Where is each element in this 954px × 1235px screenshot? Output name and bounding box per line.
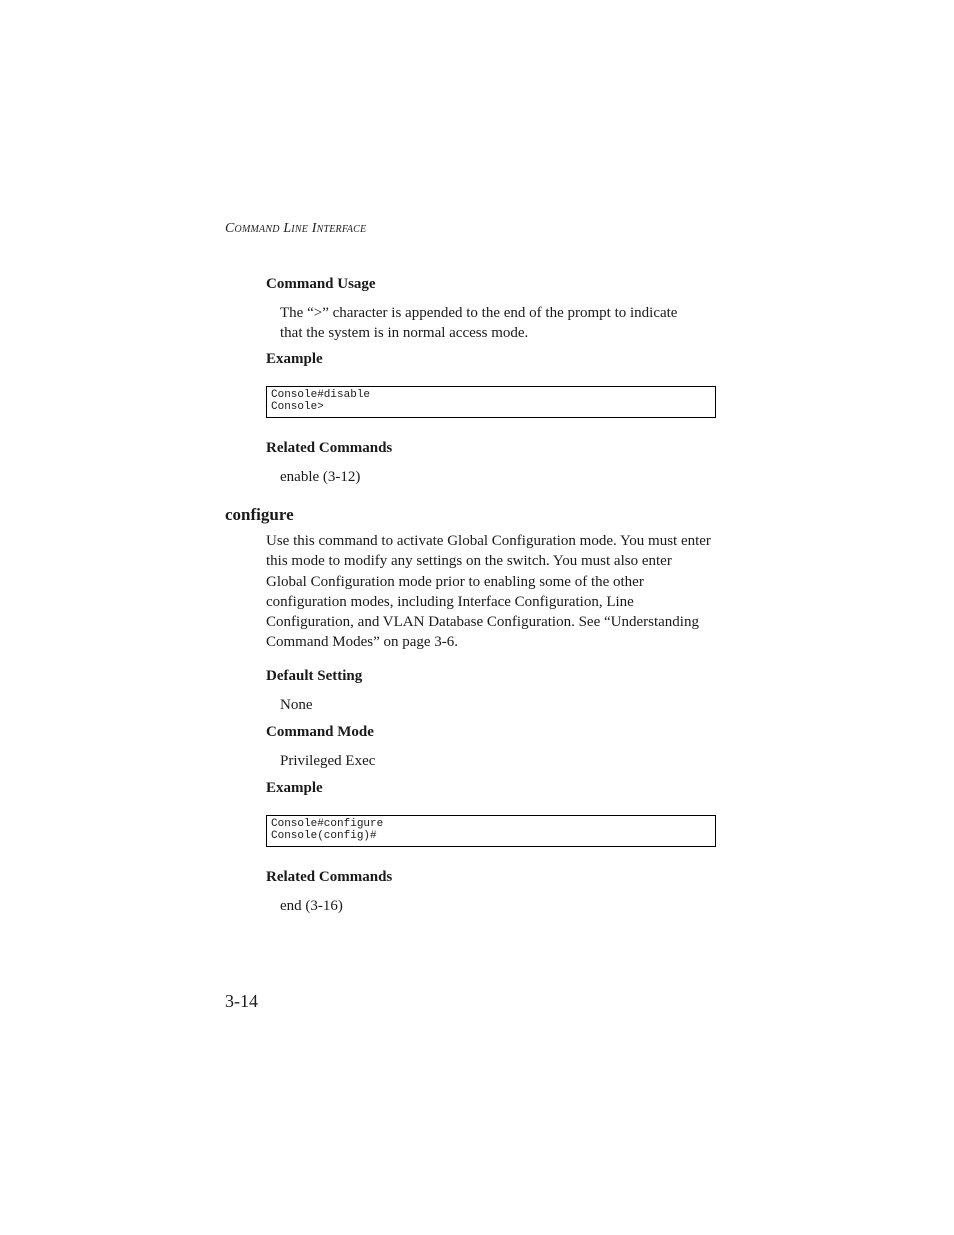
description-line: this mode to modify any settings on the switch. You must also enter [266, 553, 672, 569]
command-usage-text-line1: The “>” character is appended to the end of the prompt to indicate [280, 305, 678, 321]
default-setting-heading: Default Setting [266, 668, 363, 684]
related-commands-heading: Related Commands [266, 440, 393, 456]
description-line: Global Configuration mode prior to enabling some of the other [266, 574, 644, 590]
command-mode-value: Privileged Exec [280, 753, 376, 769]
code-line: Console> [271, 401, 324, 413]
related-command-link: end (3-16) [280, 898, 343, 914]
code-line: Console(config)# [271, 830, 377, 842]
running-head: Command Line Interface [225, 221, 367, 236]
example-heading: Example [266, 351, 323, 367]
related-commands-heading: Related Commands [266, 869, 393, 885]
code-example-box [266, 386, 716, 418]
example-heading: Example [266, 780, 323, 796]
code-example-box [266, 815, 716, 847]
command-title: configure [225, 505, 294, 524]
description-line: Command Modes” on page 3-6. [266, 634, 459, 650]
code-line: Console#disable [271, 389, 371, 401]
command-mode-heading: Command Mode [266, 724, 374, 740]
page-number: 3-14 [225, 991, 258, 1011]
description-line: Configuration, and VLAN Database Configuration. See “Understanding [266, 614, 699, 630]
code-line: Console#configure [271, 818, 384, 830]
command-usage-heading: Command Usage [266, 276, 376, 292]
related-command-link: enable (3-12) [280, 469, 361, 485]
description-line: configuration modes, including Interface Configuration, Line [266, 594, 634, 610]
command-usage-text-line2: that the system is in normal access mode. [280, 325, 529, 341]
description-line: Use this command to activate Global Configuration mode. You must enter [266, 533, 711, 549]
default-setting-value: None [280, 697, 313, 713]
